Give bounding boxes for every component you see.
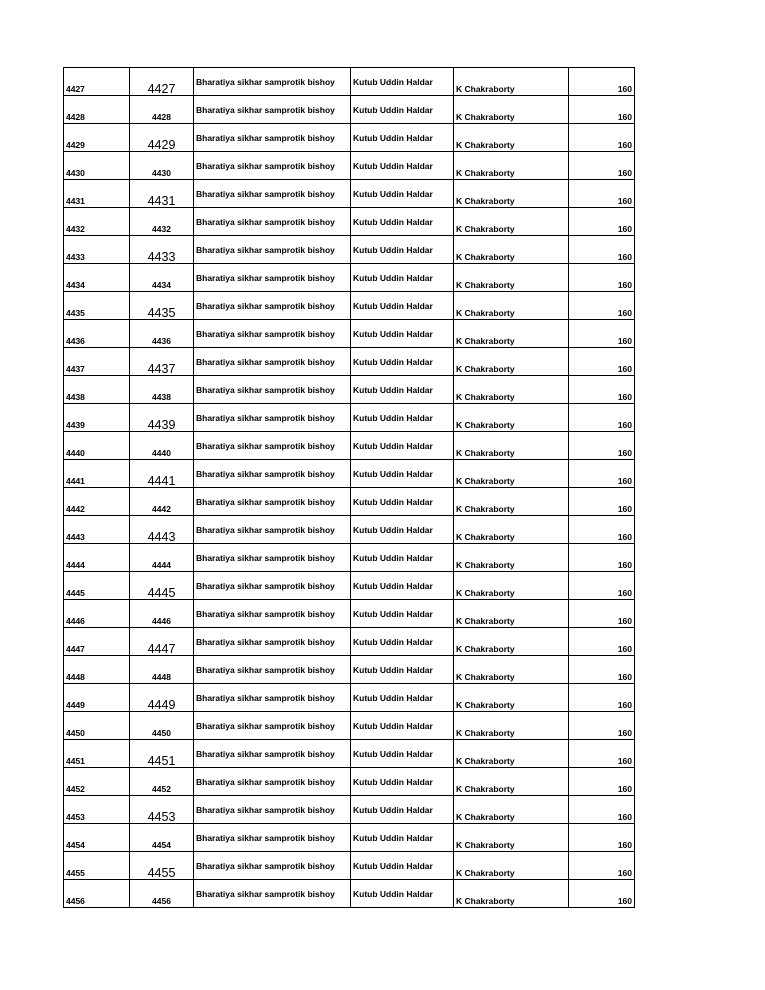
row-number-cell: 4453 <box>130 796 194 824</box>
row-id-cell: 4431 <box>64 180 130 208</box>
author-cell: Kutub Uddin Haldar <box>351 292 454 320</box>
author-cell: Kutub Uddin Haldar <box>351 348 454 376</box>
table-row <box>64 768 635 796</box>
quantity-cell: 160 <box>569 740 635 768</box>
author-cell: Kutub Uddin Haldar <box>351 96 454 124</box>
editor-cell: K Chakraborty <box>454 348 569 376</box>
quantity-cell: 160 <box>569 600 635 628</box>
table-row <box>64 824 635 852</box>
quantity-cell: 160 <box>569 180 635 208</box>
book-title-cell: Bharatiya sikhar samprotik bishoy <box>194 628 351 656</box>
author-cell: Kutub Uddin Haldar <box>351 796 454 824</box>
book-title-cell: Bharatiya sikhar samprotik bishoy <box>194 824 351 852</box>
author-cell: Kutub Uddin Haldar <box>351 712 454 740</box>
row-id-cell: 4433 <box>64 236 130 264</box>
quantity-cell: 160 <box>569 348 635 376</box>
quantity-cell: 160 <box>569 656 635 684</box>
row-id-cell: 4443 <box>64 516 130 544</box>
editor-cell: K Chakraborty <box>454 320 569 348</box>
book-title-cell: Bharatiya sikhar samprotik bishoy <box>194 208 351 236</box>
row-number-cell: 4451 <box>130 740 194 768</box>
author-cell: Kutub Uddin Haldar <box>351 152 454 180</box>
row-number-cell: 4437 <box>130 348 194 376</box>
book-title-cell: Bharatiya sikhar samprotik bishoy <box>194 264 351 292</box>
book-title-cell: Bharatiya sikhar samprotik bishoy <box>194 768 351 796</box>
table-row <box>64 292 635 320</box>
row-id-cell: 4432 <box>64 208 130 236</box>
book-title-cell: Bharatiya sikhar samprotik bishoy <box>194 712 351 740</box>
quantity-cell: 160 <box>569 544 635 572</box>
quantity-cell: 160 <box>569 208 635 236</box>
author-cell: Kutub Uddin Haldar <box>351 852 454 880</box>
table-row <box>64 236 635 264</box>
author-cell: Kutub Uddin Haldar <box>351 544 454 572</box>
row-number-cell: 4436 <box>130 320 194 348</box>
table-row <box>64 208 635 236</box>
table-row <box>64 460 635 488</box>
book-title-cell: Bharatiya sikhar samprotik bishoy <box>194 96 351 124</box>
quantity-cell: 160 <box>569 712 635 740</box>
row-id-cell: 4454 <box>64 824 130 852</box>
book-title-cell: Bharatiya sikhar samprotik bishoy <box>194 600 351 628</box>
table-row <box>64 572 635 600</box>
author-cell: Kutub Uddin Haldar <box>351 264 454 292</box>
editor-cell: K Chakraborty <box>454 796 569 824</box>
book-title-cell: Bharatiya sikhar samprotik bishoy <box>194 152 351 180</box>
author-cell: Kutub Uddin Haldar <box>351 740 454 768</box>
table-row <box>64 152 635 180</box>
editor-cell: K Chakraborty <box>454 292 569 320</box>
row-number-cell: 4443 <box>130 516 194 544</box>
quantity-cell: 160 <box>569 152 635 180</box>
table-row <box>64 544 635 572</box>
quantity-cell: 160 <box>569 292 635 320</box>
table-row <box>64 684 635 712</box>
table-row <box>64 516 635 544</box>
row-id-cell: 4434 <box>64 264 130 292</box>
book-title-cell: Bharatiya sikhar samprotik bishoy <box>194 572 351 600</box>
editor-cell: K Chakraborty <box>454 68 569 96</box>
editor-cell: K Chakraborty <box>454 488 569 516</box>
quantity-cell: 160 <box>569 628 635 656</box>
row-id-cell: 4439 <box>64 404 130 432</box>
editor-cell: K Chakraborty <box>454 852 569 880</box>
row-id-cell: 4448 <box>64 656 130 684</box>
editor-cell: K Chakraborty <box>454 264 569 292</box>
row-number-cell: 4434 <box>130 264 194 292</box>
book-title-cell: Bharatiya sikhar samprotik bishoy <box>194 124 351 152</box>
row-id-cell: 4441 <box>64 460 130 488</box>
editor-cell: K Chakraborty <box>454 236 569 264</box>
editor-cell: K Chakraborty <box>454 740 569 768</box>
editor-cell: K Chakraborty <box>454 656 569 684</box>
row-number-cell: 4429 <box>130 124 194 152</box>
row-id-cell: 4453 <box>64 796 130 824</box>
editor-cell: K Chakraborty <box>454 460 569 488</box>
row-number-cell: 4448 <box>130 656 194 684</box>
quantity-cell: 160 <box>569 488 635 516</box>
table-row <box>64 68 635 96</box>
row-number-cell: 4431 <box>130 180 194 208</box>
table-row <box>64 740 635 768</box>
editor-cell: K Chakraborty <box>454 768 569 796</box>
author-cell: Kutub Uddin Haldar <box>351 684 454 712</box>
row-number-cell: 4430 <box>130 152 194 180</box>
row-id-cell: 4442 <box>64 488 130 516</box>
author-cell: Kutub Uddin Haldar <box>351 488 454 516</box>
quantity-cell: 160 <box>569 124 635 152</box>
table-row <box>64 880 635 908</box>
book-title-cell: Bharatiya sikhar samprotik bishoy <box>194 796 351 824</box>
book-title-cell: Bharatiya sikhar samprotik bishoy <box>194 180 351 208</box>
table-row <box>64 180 635 208</box>
author-cell: Kutub Uddin Haldar <box>351 572 454 600</box>
author-cell: Kutub Uddin Haldar <box>351 628 454 656</box>
book-title-cell: Bharatiya sikhar samprotik bishoy <box>194 656 351 684</box>
author-cell: Kutub Uddin Haldar <box>351 180 454 208</box>
row-number-cell: 4440 <box>130 432 194 460</box>
row-id-cell: 4455 <box>64 852 130 880</box>
row-id-cell: 4430 <box>64 152 130 180</box>
row-number-cell: 4454 <box>130 824 194 852</box>
table-row <box>64 264 635 292</box>
author-cell: Kutub Uddin Haldar <box>351 880 454 908</box>
editor-cell: K Chakraborty <box>454 180 569 208</box>
row-number-cell: 4439 <box>130 404 194 432</box>
editor-cell: K Chakraborty <box>454 516 569 544</box>
book-title-cell: Bharatiya sikhar samprotik bishoy <box>194 348 351 376</box>
table-row <box>64 852 635 880</box>
table-row <box>64 600 635 628</box>
editor-cell: K Chakraborty <box>454 600 569 628</box>
author-cell: Kutub Uddin Haldar <box>351 460 454 488</box>
book-title-cell: Bharatiya sikhar samprotik bishoy <box>194 684 351 712</box>
quantity-cell: 160 <box>569 404 635 432</box>
quantity-cell: 160 <box>569 236 635 264</box>
row-number-cell: 4452 <box>130 768 194 796</box>
book-table <box>63 67 635 908</box>
editor-cell: K Chakraborty <box>454 684 569 712</box>
row-number-cell: 4428 <box>130 96 194 124</box>
book-title-cell: Bharatiya sikhar samprotik bishoy <box>194 852 351 880</box>
row-number-cell: 4446 <box>130 600 194 628</box>
editor-cell: K Chakraborty <box>454 96 569 124</box>
editor-cell: K Chakraborty <box>454 208 569 236</box>
row-number-cell: 4449 <box>130 684 194 712</box>
book-title-cell: Bharatiya sikhar samprotik bishoy <box>194 460 351 488</box>
row-id-cell: 4435 <box>64 292 130 320</box>
quantity-cell: 160 <box>569 824 635 852</box>
book-title-cell: Bharatiya sikhar samprotik bishoy <box>194 68 351 96</box>
row-number-cell: 4438 <box>130 376 194 404</box>
quantity-cell: 160 <box>569 432 635 460</box>
quantity-cell: 160 <box>569 768 635 796</box>
book-title-cell: Bharatiya sikhar samprotik bishoy <box>194 376 351 404</box>
editor-cell: K Chakraborty <box>454 152 569 180</box>
row-id-cell: 4429 <box>64 124 130 152</box>
table-row <box>64 376 635 404</box>
row-number-cell: 4433 <box>130 236 194 264</box>
row-number-cell: 4442 <box>130 488 194 516</box>
author-cell: Kutub Uddin Haldar <box>351 124 454 152</box>
table-body <box>64 68 635 908</box>
row-number-cell: 4455 <box>130 852 194 880</box>
row-number-cell: 4435 <box>130 292 194 320</box>
author-cell: Kutub Uddin Haldar <box>351 768 454 796</box>
quantity-cell: 160 <box>569 68 635 96</box>
book-title-cell: Bharatiya sikhar samprotik bishoy <box>194 880 351 908</box>
row-id-cell: 4449 <box>64 684 130 712</box>
author-cell: Kutub Uddin Haldar <box>351 236 454 264</box>
author-cell: Kutub Uddin Haldar <box>351 320 454 348</box>
quantity-cell: 160 <box>569 852 635 880</box>
row-id-cell: 4456 <box>64 880 130 908</box>
row-id-cell: 4445 <box>64 572 130 600</box>
row-number-cell: 4456 <box>130 880 194 908</box>
book-title-cell: Bharatiya sikhar samprotik bishoy <box>194 320 351 348</box>
table-row <box>64 348 635 376</box>
editor-cell: K Chakraborty <box>454 376 569 404</box>
row-id-cell: 4427 <box>64 68 130 96</box>
editor-cell: K Chakraborty <box>454 824 569 852</box>
quantity-cell: 160 <box>569 96 635 124</box>
row-number-cell: 4445 <box>130 572 194 600</box>
author-cell: Kutub Uddin Haldar <box>351 376 454 404</box>
table-row <box>64 712 635 740</box>
author-cell: Kutub Uddin Haldar <box>351 824 454 852</box>
table-row <box>64 628 635 656</box>
row-id-cell: 4440 <box>64 432 130 460</box>
quantity-cell: 160 <box>569 516 635 544</box>
book-title-cell: Bharatiya sikhar samprotik bishoy <box>194 740 351 768</box>
table-row <box>64 124 635 152</box>
table-row <box>64 96 635 124</box>
table-row <box>64 404 635 432</box>
book-title-cell: Bharatiya sikhar samprotik bishoy <box>194 236 351 264</box>
book-title-cell: Bharatiya sikhar samprotik bishoy <box>194 432 351 460</box>
quantity-cell: 160 <box>569 460 635 488</box>
editor-cell: K Chakraborty <box>454 124 569 152</box>
table-row <box>64 320 635 348</box>
row-number-cell: 4427 <box>130 68 194 96</box>
table-row <box>64 796 635 824</box>
row-number-cell: 4447 <box>130 628 194 656</box>
author-cell: Kutub Uddin Haldar <box>351 516 454 544</box>
row-id-cell: 4447 <box>64 628 130 656</box>
book-title-cell: Bharatiya sikhar samprotik bishoy <box>194 516 351 544</box>
quantity-cell: 160 <box>569 572 635 600</box>
row-number-cell: 4450 <box>130 712 194 740</box>
row-id-cell: 4436 <box>64 320 130 348</box>
row-number-cell: 4444 <box>130 544 194 572</box>
book-title-cell: Bharatiya sikhar samprotik bishoy <box>194 292 351 320</box>
row-id-cell: 4452 <box>64 768 130 796</box>
author-cell: Kutub Uddin Haldar <box>351 600 454 628</box>
editor-cell: K Chakraborty <box>454 628 569 656</box>
editor-cell: K Chakraborty <box>454 432 569 460</box>
author-cell: Kutub Uddin Haldar <box>351 656 454 684</box>
quantity-cell: 160 <box>569 684 635 712</box>
author-cell: Kutub Uddin Haldar <box>351 208 454 236</box>
row-id-cell: 4437 <box>64 348 130 376</box>
author-cell: Kutub Uddin Haldar <box>351 432 454 460</box>
quantity-cell: 160 <box>569 264 635 292</box>
table-row <box>64 656 635 684</box>
table-row <box>64 488 635 516</box>
editor-cell: K Chakraborty <box>454 880 569 908</box>
book-title-cell: Bharatiya sikhar samprotik bishoy <box>194 488 351 516</box>
row-id-cell: 4428 <box>64 96 130 124</box>
row-number-cell: 4441 <box>130 460 194 488</box>
row-id-cell: 4438 <box>64 376 130 404</box>
author-cell: Kutub Uddin Haldar <box>351 404 454 432</box>
quantity-cell: 160 <box>569 320 635 348</box>
table-row <box>64 432 635 460</box>
row-id-cell: 4451 <box>64 740 130 768</box>
row-number-cell: 4432 <box>130 208 194 236</box>
book-title-cell: Bharatiya sikhar samprotik bishoy <box>194 544 351 572</box>
quantity-cell: 160 <box>569 796 635 824</box>
editor-cell: K Chakraborty <box>454 404 569 432</box>
row-id-cell: 4446 <box>64 600 130 628</box>
quantity-cell: 160 <box>569 376 635 404</box>
book-title-cell: Bharatiya sikhar samprotik bishoy <box>194 404 351 432</box>
editor-cell: K Chakraborty <box>454 572 569 600</box>
row-id-cell: 4450 <box>64 712 130 740</box>
author-cell: Kutub Uddin Haldar <box>351 68 454 96</box>
quantity-cell: 160 <box>569 880 635 908</box>
editor-cell: K Chakraborty <box>454 544 569 572</box>
editor-cell: K Chakraborty <box>454 712 569 740</box>
row-id-cell: 4444 <box>64 544 130 572</box>
